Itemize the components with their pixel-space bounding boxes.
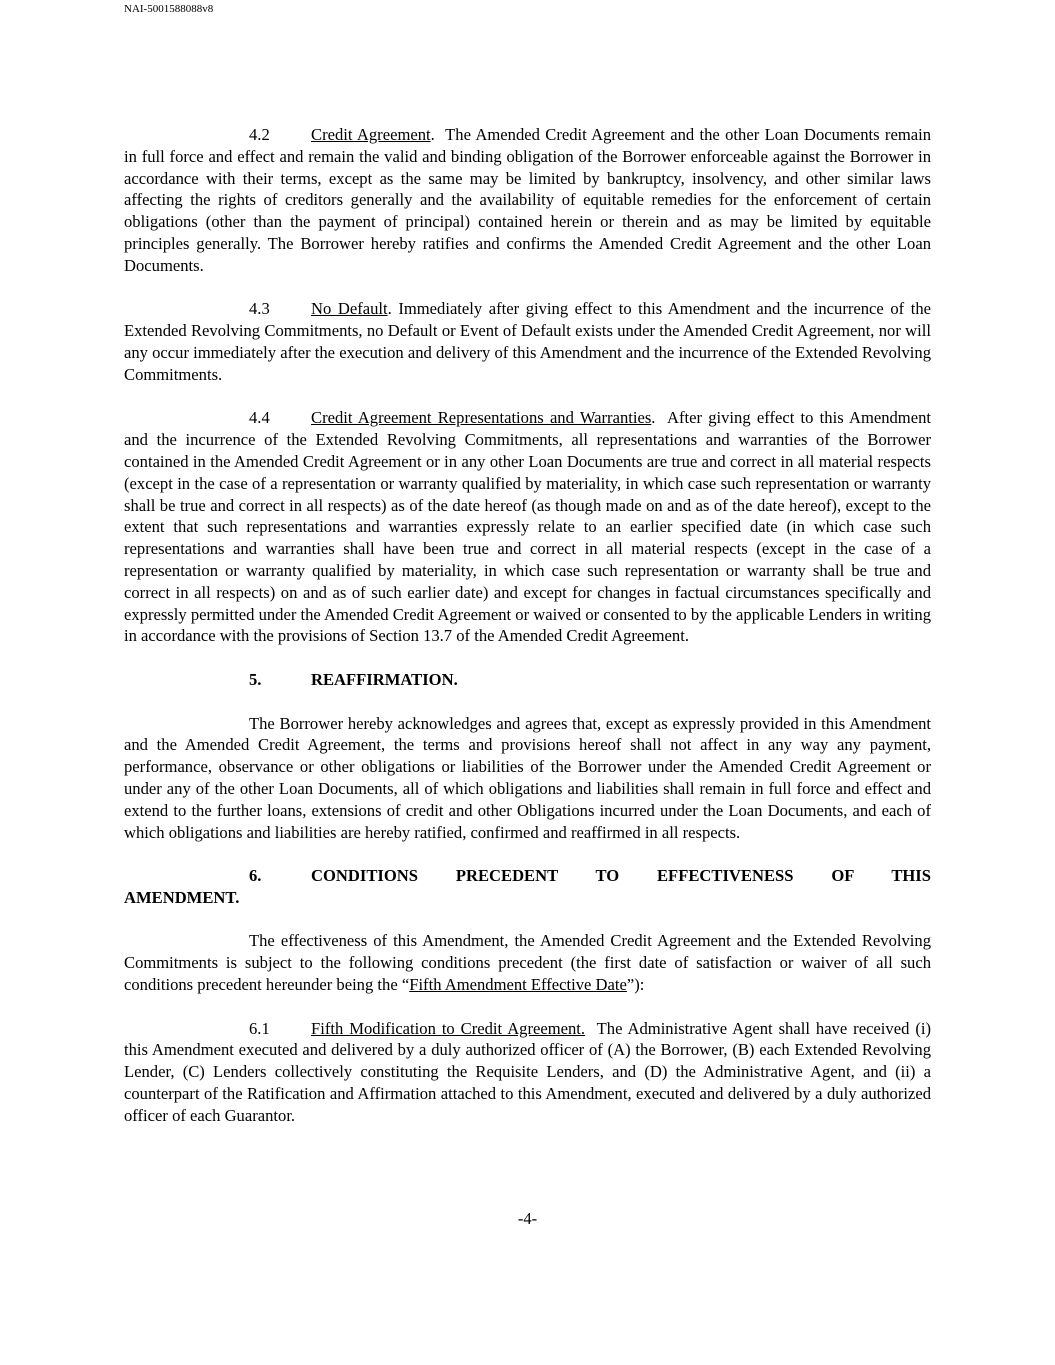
- section-number: 6.: [249, 866, 262, 886]
- section-4-4: [124, 407, 931, 647]
- section-text: After giving effect to this Amendment and the incurrence of the Extended Revolving Commitments, all representations and warranties of the Borrower contained in the Amended Credit Agreement or in any other Loan Documents are true and correct in all material respects (except in the case of a representation or warranty qualified by materiality, in which case such representation or warranty shall be true and correct in all respects) as of the date hereof (as though made on and as of the date hereof), except to the extent that such representations and warranties expressly relate to an earlier specified date (in which case such representations and warranties shall have been true and correct in all material respects (except in the case of a representation or warranty qualified by materiality, in which case such representation or warranty shall be true and correct in all respects) on and as of such earlier date) and except for changes in factual circumstances specifically and expressly permitted under the Amended Credit Agreement or waived or consented to by the applicable Lenders in writing in accordance with the provisions of Section 13.7 of the Amended Credit Agreement.: [124, 408, 931, 646]
- defined-term: Fifth Amendment Effective Date: [409, 975, 627, 995]
- section-6-1: [124, 1018, 931, 1127]
- punct: [585, 1019, 597, 1038]
- section-4-2: [124, 124, 931, 277]
- section-number: 5.: [249, 669, 262, 689]
- section-heading: No Default: [311, 299, 388, 319]
- section-heading: Credit Agreement Representations and Warranties: [311, 408, 652, 428]
- document-id: NAI-5001588088v8: [124, 3, 214, 15]
- punct: .: [651, 408, 667, 428]
- section-5-text: The Borrower hereby acknowledges and agrees that, except as expressly provided in this Amendment and the Amended Credit Agreement, the terms and provisions hereof shall not affect in any way any payment, performance, observance or other obligations or liabilities of the Borrower under the Amended Credit Agreement or under any of the other Loan Documents, all of which obligations and liabilities shall remain in full force and effect and extend to the further loans, extensions of credit and other Obligations incurred under the Loan Documents, and each of which obligations and liabilities are hereby ratified, confirmed and reaffirmed in all respects.: [124, 713, 931, 842]
- section-6-heading: [124, 865, 931, 909]
- section-text: ”):: [626, 975, 645, 995]
- section-title: REAFFIRMATION.: [311, 669, 458, 689]
- punct: .: [387, 299, 399, 319]
- section-text: The effectiveness of this Amendment, the Amended Credit Agreement and the Extended Revolving Commitments is subject to the following conditions precedent (the first date of satisfaction or waiver of all such conditions precedent hereunder being the “: [124, 931, 931, 995]
- section-number: 6.1: [249, 1018, 270, 1038]
- section-text: Immediately after giving effect to this Amendment and the incurrence of the Extended Revolving Commitments, no Default or Event of Default exists under the Amended Credit Agreement, nor will any occur immediately after the execution and delivery of this Amendment and the incurrence of the Extended Revolving Commitments.: [124, 299, 932, 384]
- section-number: 4.3: [249, 299, 270, 319]
- section-6-text: [124, 930, 931, 995]
- section-text: The Administrative Agent shall have received (i) this Amendment executed and delivered by a duly authorized officer of (A) the Borrower, (B) each Extended Revolving Lender, (C) Lenders collectively constituting the Requisite Lenders, and (D) the Administrative Agent, and (ii) a counterpart of the Ratification and Affirmation attached to this Amendment, executed and delivered by a duly authorized officer of each Guarantor.: [124, 1018, 931, 1125]
- section-text: The Amended Credit Agreement and the other Loan Documents remain in full force and effect and remain the valid and binding obligation of the Borrower enforceable against the Borrower in accordance with their terms, except as the same may be limited by bankruptcy, insolvency, and other similar laws affecting the rights of creditors generally and the availability of equitable remedies for the enforcement of certain obligations (other than the payment of principal) contained herein or therein and as may be limited by equitable principles generally. The Borrower hereby ratifies and confirms the Amended Credit Agreement and the other Loan Documents.: [124, 125, 931, 275]
- section-4-3: [124, 298, 931, 385]
- section-number: 4.2: [249, 125, 270, 144]
- document-body: [124, 124, 931, 1148]
- section-number: 4.4: [249, 408, 270, 428]
- section-heading: Credit Agreement: [311, 125, 431, 144]
- section-heading: Fifth Modification to Credit Agreement.: [311, 1018, 586, 1038]
- section-5-heading: [124, 669, 931, 691]
- punct: .: [430, 125, 446, 144]
- page-number: -4-: [517, 1209, 538, 1228]
- section-title: CONDITIONS PRECEDENT TO EFFECTIVENESS OF THIS AMENDMENT.: [124, 866, 931, 907]
